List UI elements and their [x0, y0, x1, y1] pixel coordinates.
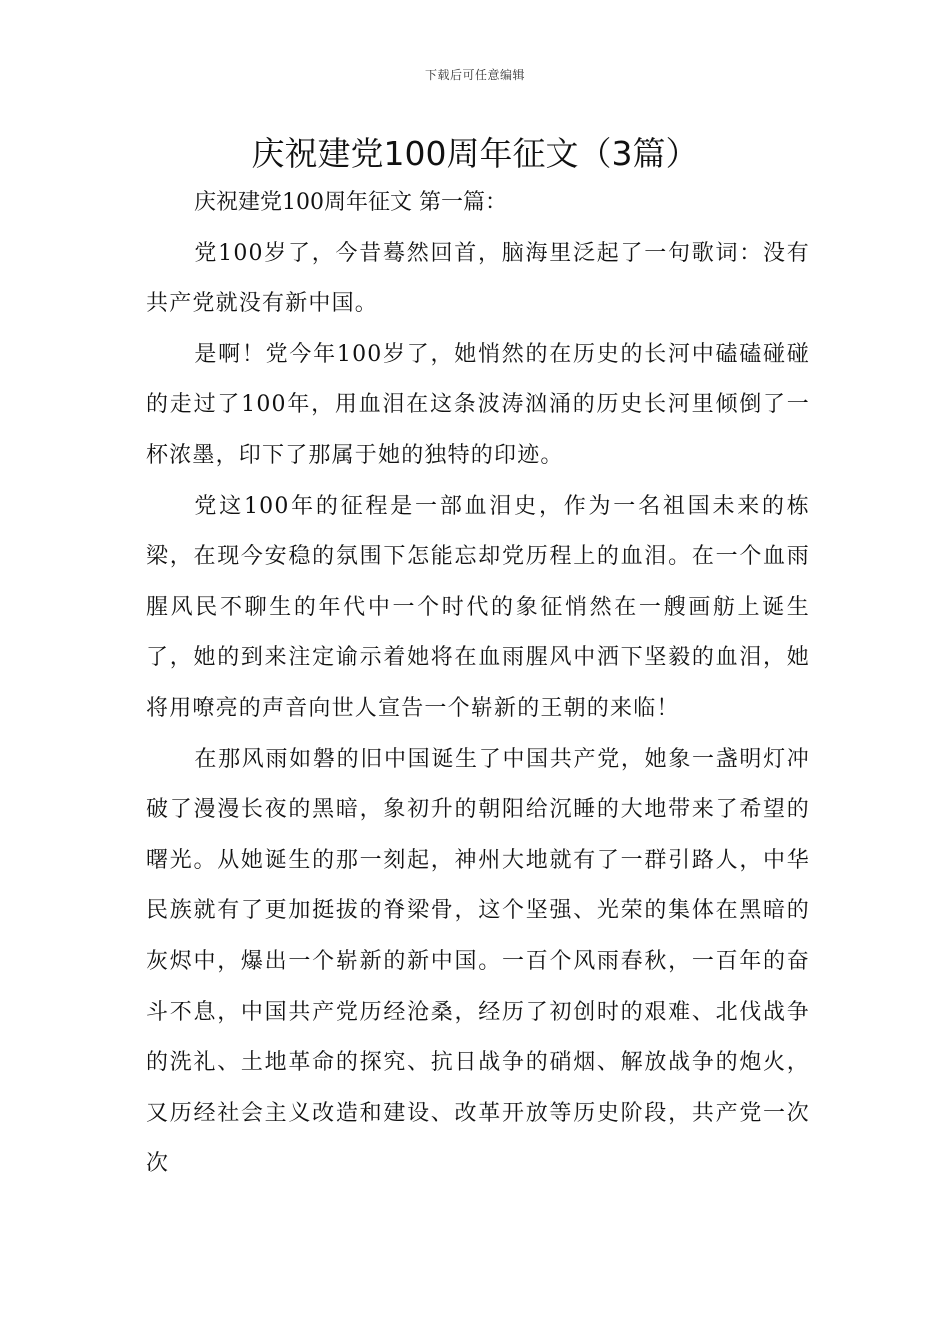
paragraph: 在那风雨如磐的旧中国诞生了中国共产党，她象一盏明灯冲破了漫漫长夜的黑暗，象初升的朝阳给沉睡的大地带来了希望的曙光。从她诞生的那一刻起，神州大地就有了一群引路人，中华民族就有了更加挺拔的脊梁骨，这个坚强、光荣的集体在黑暗的灰烬中，爆出一个崭新的新中国。一百个风雨春秋，一百年的奋斗不息，中国共产党历经沧桑，经历了初创时的艰难、北伐战争的洗礼、土地革命的探究、抗日战争的硝烟、解放战争的炮火，又历经社会主义改造和建设、改革开放等历史阶段，共产党一次次	[146, 746, 810, 1177]
section-subtitle: 庆祝建党100周年征文 第一篇：	[194, 190, 507, 215]
paragraph: 党100岁了，今昔蓦然回首，脑海里泛起了一句歌词：没有共产党就没有新中国。	[146, 240, 810, 317]
paragraph: 党这100年的征程是一部血泪史，作为一名祖国未来的栋梁，在现今安稳的氛围下怎能忘却党历程上的血泪。在一个血雨腥风民不聊生的年代中一个时代的象征悄然在一艘画舫上诞生了，她的到来注定谕示着她将在血雨腥风中洒下坚毅的血泪，她将用嘹亮的声音向世人宣告一个崭新的王朝的来临！	[146, 493, 810, 721]
document-title: 庆祝建党100周年征文（3篇）	[251, 134, 699, 173]
header-note: 下载后可任意编辑	[424, 68, 525, 82]
paragraph: 是啊！党今年100岁了，她悄然的在历史的长河中磕磕碰碰的走过了100年，用血泪在这条波涛汹涌的历史长河里倾倒了一杯浓墨，印下了那属于她的独特的印迹。	[146, 341, 810, 468]
document-body	[146, 178, 810, 1190]
